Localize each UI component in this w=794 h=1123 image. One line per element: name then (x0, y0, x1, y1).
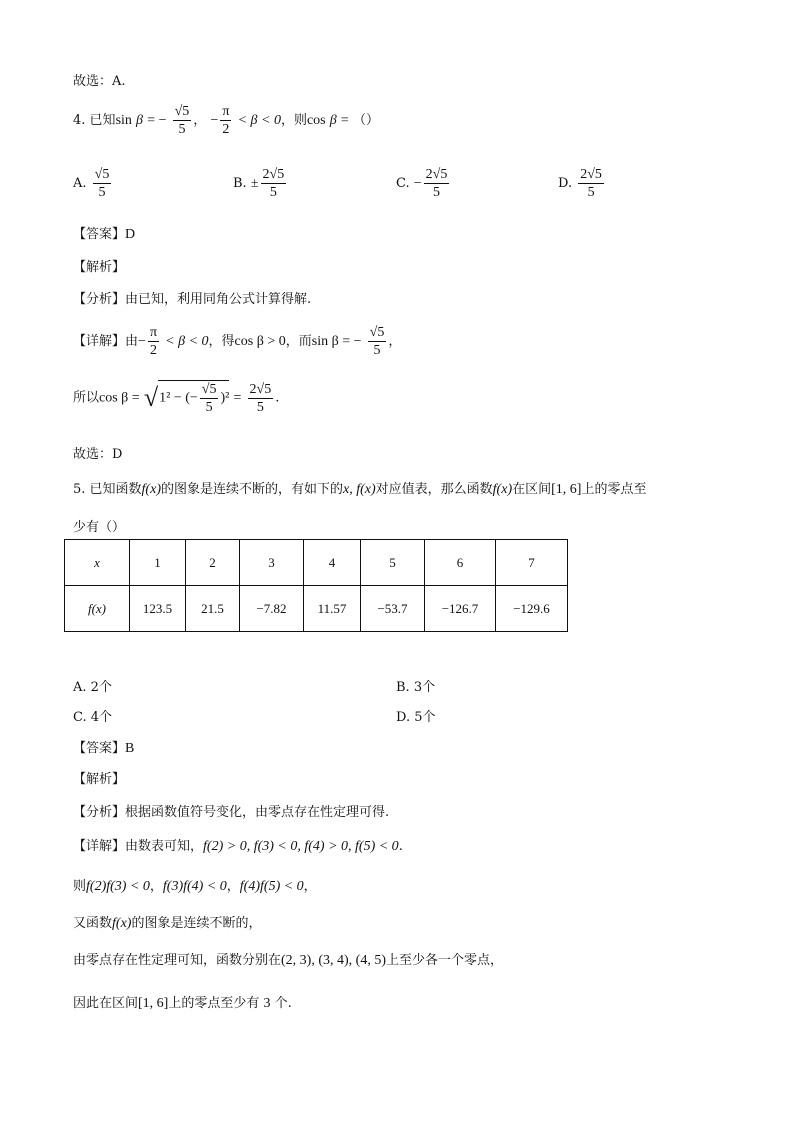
line-text-3: 个. (274, 996, 292, 1011)
radicand-part-2: )² (220, 390, 230, 406)
q4-option-b (233, 166, 288, 201)
q5-stem-line-1 (73, 478, 646, 498)
q4-comma: ， (193, 113, 207, 128)
fraction-denominator: 5 (269, 185, 277, 200)
fraction-denominator: 5 (256, 399, 264, 415)
q4-radicand (158, 380, 229, 416)
q4-pi-over-2-b (148, 324, 159, 359)
separator: ， (226, 879, 240, 894)
q4-neg-2: − (138, 334, 146, 349)
q5-xiangjie-line-1 (73, 835, 403, 855)
xiangjie-text-3: ，而 (285, 334, 312, 349)
xiangjie-text-1: 由 (125, 334, 139, 349)
q5-text-a: 5. 已知函数 (73, 482, 142, 497)
q5-text-c: 对应值表，那么函数 (375, 482, 493, 497)
q4-text-2: ，则 (280, 113, 307, 128)
product-3: f(4)f(5) < 0 (239, 879, 304, 894)
table-cell: f(x) (65, 586, 130, 632)
q5-sign-list: f(2) > 0, f(3) < 0, f(4) > 0, f(5) < 0 (203, 839, 399, 854)
q4-option-d (558, 166, 606, 201)
xiangjie-end: ， (388, 334, 402, 349)
table-cell: 3 (240, 540, 304, 586)
xiangjie-tag: 【详解】 (73, 334, 126, 349)
fraction-denominator: 5 (433, 185, 441, 200)
option-text: 3个 (413, 680, 436, 695)
q5-text-d: 在区间 (512, 482, 552, 497)
option-text: 2个 (90, 680, 112, 695)
q4-result-fraction (248, 381, 274, 416)
radicand-part-1: 1² − (− (159, 390, 198, 406)
option-label: B. (396, 680, 410, 695)
q4-option-a (73, 166, 113, 201)
radicand-fraction (200, 381, 219, 416)
fraction-denominator: 5 (98, 185, 106, 200)
table-cell: 2 (186, 540, 240, 586)
table-row (65, 540, 568, 586)
q5-option-b (396, 676, 435, 695)
table-cell: −129.6 (496, 586, 568, 632)
answer-tag: 【答案】 (73, 741, 126, 756)
q5-xiangjie-line-5 (73, 992, 292, 1012)
product-2: f(3)f(4) < 0 (162, 879, 227, 894)
product-1: f(2)f(3) < 0 (86, 879, 150, 894)
q5-interval: [1, 6] (551, 482, 582, 497)
q5-xiangjie-line-2 (73, 875, 317, 895)
option-text: 4个 (90, 710, 113, 725)
q4-sin-value-fraction-2 (368, 324, 387, 359)
q4-eq-2: = (233, 390, 242, 406)
table-cell: −53.7 (361, 586, 425, 632)
fraction-numerator: 2√5 (580, 167, 602, 182)
option-fraction (93, 166, 112, 201)
q4-beta: β (136, 113, 144, 128)
q5-text-e: 上的零点至 (581, 482, 647, 497)
q4-cos-eq: cos β = (99, 390, 140, 406)
fraction-numerator: π (222, 104, 230, 119)
option-prefix: ± (250, 176, 259, 191)
sqrt-sign-icon: √ (143, 383, 159, 413)
option-label: A. (73, 176, 87, 191)
fraction-numerator: 2√5 (425, 167, 448, 182)
option-fraction (424, 166, 450, 201)
fraction-denominator: 2 (149, 343, 157, 358)
table-cell: 6 (425, 540, 496, 586)
fraction-denominator: 5 (587, 185, 595, 200)
separator: ， (149, 879, 163, 894)
table-cell: −7.82 (240, 586, 304, 632)
q5-option-a (73, 676, 112, 695)
answer-value: B (125, 741, 135, 756)
q4-cos: cos (306, 113, 326, 128)
option-label: D. (396, 710, 411, 725)
fraction-denominator: 5 (178, 122, 186, 137)
fraction-denominator: 5 (205, 400, 213, 415)
q5-fx: f(x) (141, 482, 161, 497)
line-text: 由零点存在性定理可知，函数分别在 (73, 953, 282, 968)
xiangjie-end: . (398, 839, 403, 854)
fraction-numerator: √5 (201, 382, 217, 397)
q4-sin-value-fraction (173, 103, 192, 138)
q4-conclusion-calc (73, 380, 279, 416)
line-text-2: 的图象是连续不断的， (131, 916, 262, 931)
q5-answer (73, 737, 134, 757)
q4-jiexi: 【解析】 (73, 260, 126, 275)
q4-blank: （） (352, 113, 379, 128)
fraction-denominator: 2 (222, 122, 230, 137)
xiangjie-text-2: ，得 (208, 334, 235, 349)
q4-answer (73, 223, 135, 243)
line-text-2: 上的零点至少有 (168, 996, 260, 1011)
option-label: C. (396, 176, 410, 191)
q5-fenxi (73, 801, 389, 820)
q4-period: . (275, 390, 280, 406)
q4-range: < β < 0 (237, 113, 281, 128)
line-end: ， (303, 879, 317, 894)
q4-pi-over-2 (220, 103, 231, 138)
q4-number: 4. (73, 113, 86, 128)
fenxi-tag: 【分析】 (73, 805, 126, 820)
q4-stem (73, 103, 379, 138)
q4-beta-2: β (329, 113, 337, 128)
q5-stem-line-2: 少有（） (73, 520, 126, 535)
q4-eq: = (340, 113, 349, 128)
line-text: 因此在区间 (73, 996, 139, 1011)
table-cell: x (65, 540, 130, 586)
table-row (65, 586, 568, 632)
option-fraction (261, 166, 287, 201)
option-label: C. (73, 710, 87, 725)
table-cell: 21.5 (186, 586, 240, 632)
q4-range-2: < β < 0 (165, 334, 209, 349)
q5-option-c (73, 706, 112, 725)
q4-fenxi (73, 288, 311, 307)
table-cell: −126.7 (425, 586, 496, 632)
q5-subintervals: (2, 3), (3, 4), (4, 5) (281, 953, 386, 968)
line-text: 则 (73, 879, 87, 894)
table-cell: 5 (361, 540, 425, 586)
table-cell: 7 (496, 540, 568, 586)
option-text: 5个 (414, 710, 436, 725)
q4-sin-eq: sin β = − (311, 334, 362, 349)
option-label: A. (73, 680, 87, 695)
q5-xfx: x, f(x) (343, 482, 376, 497)
answer-tag: 【答案】 (73, 227, 126, 242)
table-cell: 11.57 (304, 586, 361, 632)
option-label: B. (233, 176, 247, 191)
line-text-2: 上至少各一个零点， (386, 953, 504, 968)
fraction-numerator: π (149, 325, 158, 340)
answer-value: D (125, 227, 136, 242)
option-prefix: − (413, 176, 422, 191)
q5-fx-3: f(x) (112, 916, 132, 931)
q4-eqneg: = − (147, 113, 167, 128)
table-cell: 123.5 (130, 586, 186, 632)
fenxi-tag: 【分析】 (73, 292, 126, 307)
line-text: 又函数 (73, 916, 113, 931)
q4-text-1: 已知 (89, 113, 116, 128)
xiangjie-tag: 【详解】 (73, 839, 126, 854)
q4-option-c (396, 166, 451, 201)
fraction-numerator: 2√5 (262, 167, 285, 182)
q5-jiexi: 【解析】 (73, 772, 126, 787)
option-label: D. (558, 176, 573, 191)
q5-fx-2: f(x) (492, 482, 513, 497)
q4-cos-positive: cos β > 0 (234, 334, 286, 349)
q5-interval-2: [1, 6] (138, 996, 169, 1011)
fenxi-text: 根据函数值符号变化，由零点存在性定理可得. (125, 805, 390, 820)
q5-text-b: 的图象是连续不断的，有如下的 (160, 482, 343, 497)
q4-sin: sin (115, 113, 132, 128)
suoyi-text: 所以 (73, 390, 100, 406)
q5-xiangjie-line-4 (73, 949, 503, 969)
xiangjie-text: 由数表可知， (125, 839, 204, 854)
q4-xiangjie (73, 324, 401, 359)
q5-xiangjie-line-3 (73, 912, 261, 932)
q4-neg: − (210, 113, 219, 128)
option-fraction (578, 166, 604, 201)
fenxi-text: 由已知，利用同角公式计算得解. (125, 292, 312, 307)
fraction-numerator: √5 (369, 325, 385, 340)
q3-conclusion: 故选：A. (73, 74, 126, 89)
zero-count: 3 (263, 996, 271, 1011)
fraction-numerator: √5 (174, 104, 190, 119)
fraction-numerator: 2√5 (249, 381, 272, 397)
fraction-denominator: 5 (373, 343, 381, 358)
value-table (64, 539, 568, 632)
fraction-numerator: √5 (94, 167, 110, 182)
table-cell: 1 (130, 540, 186, 586)
q4-guxuan: 故选：D (73, 447, 123, 462)
table-cell: 4 (304, 540, 361, 586)
q5-option-d (396, 706, 436, 725)
